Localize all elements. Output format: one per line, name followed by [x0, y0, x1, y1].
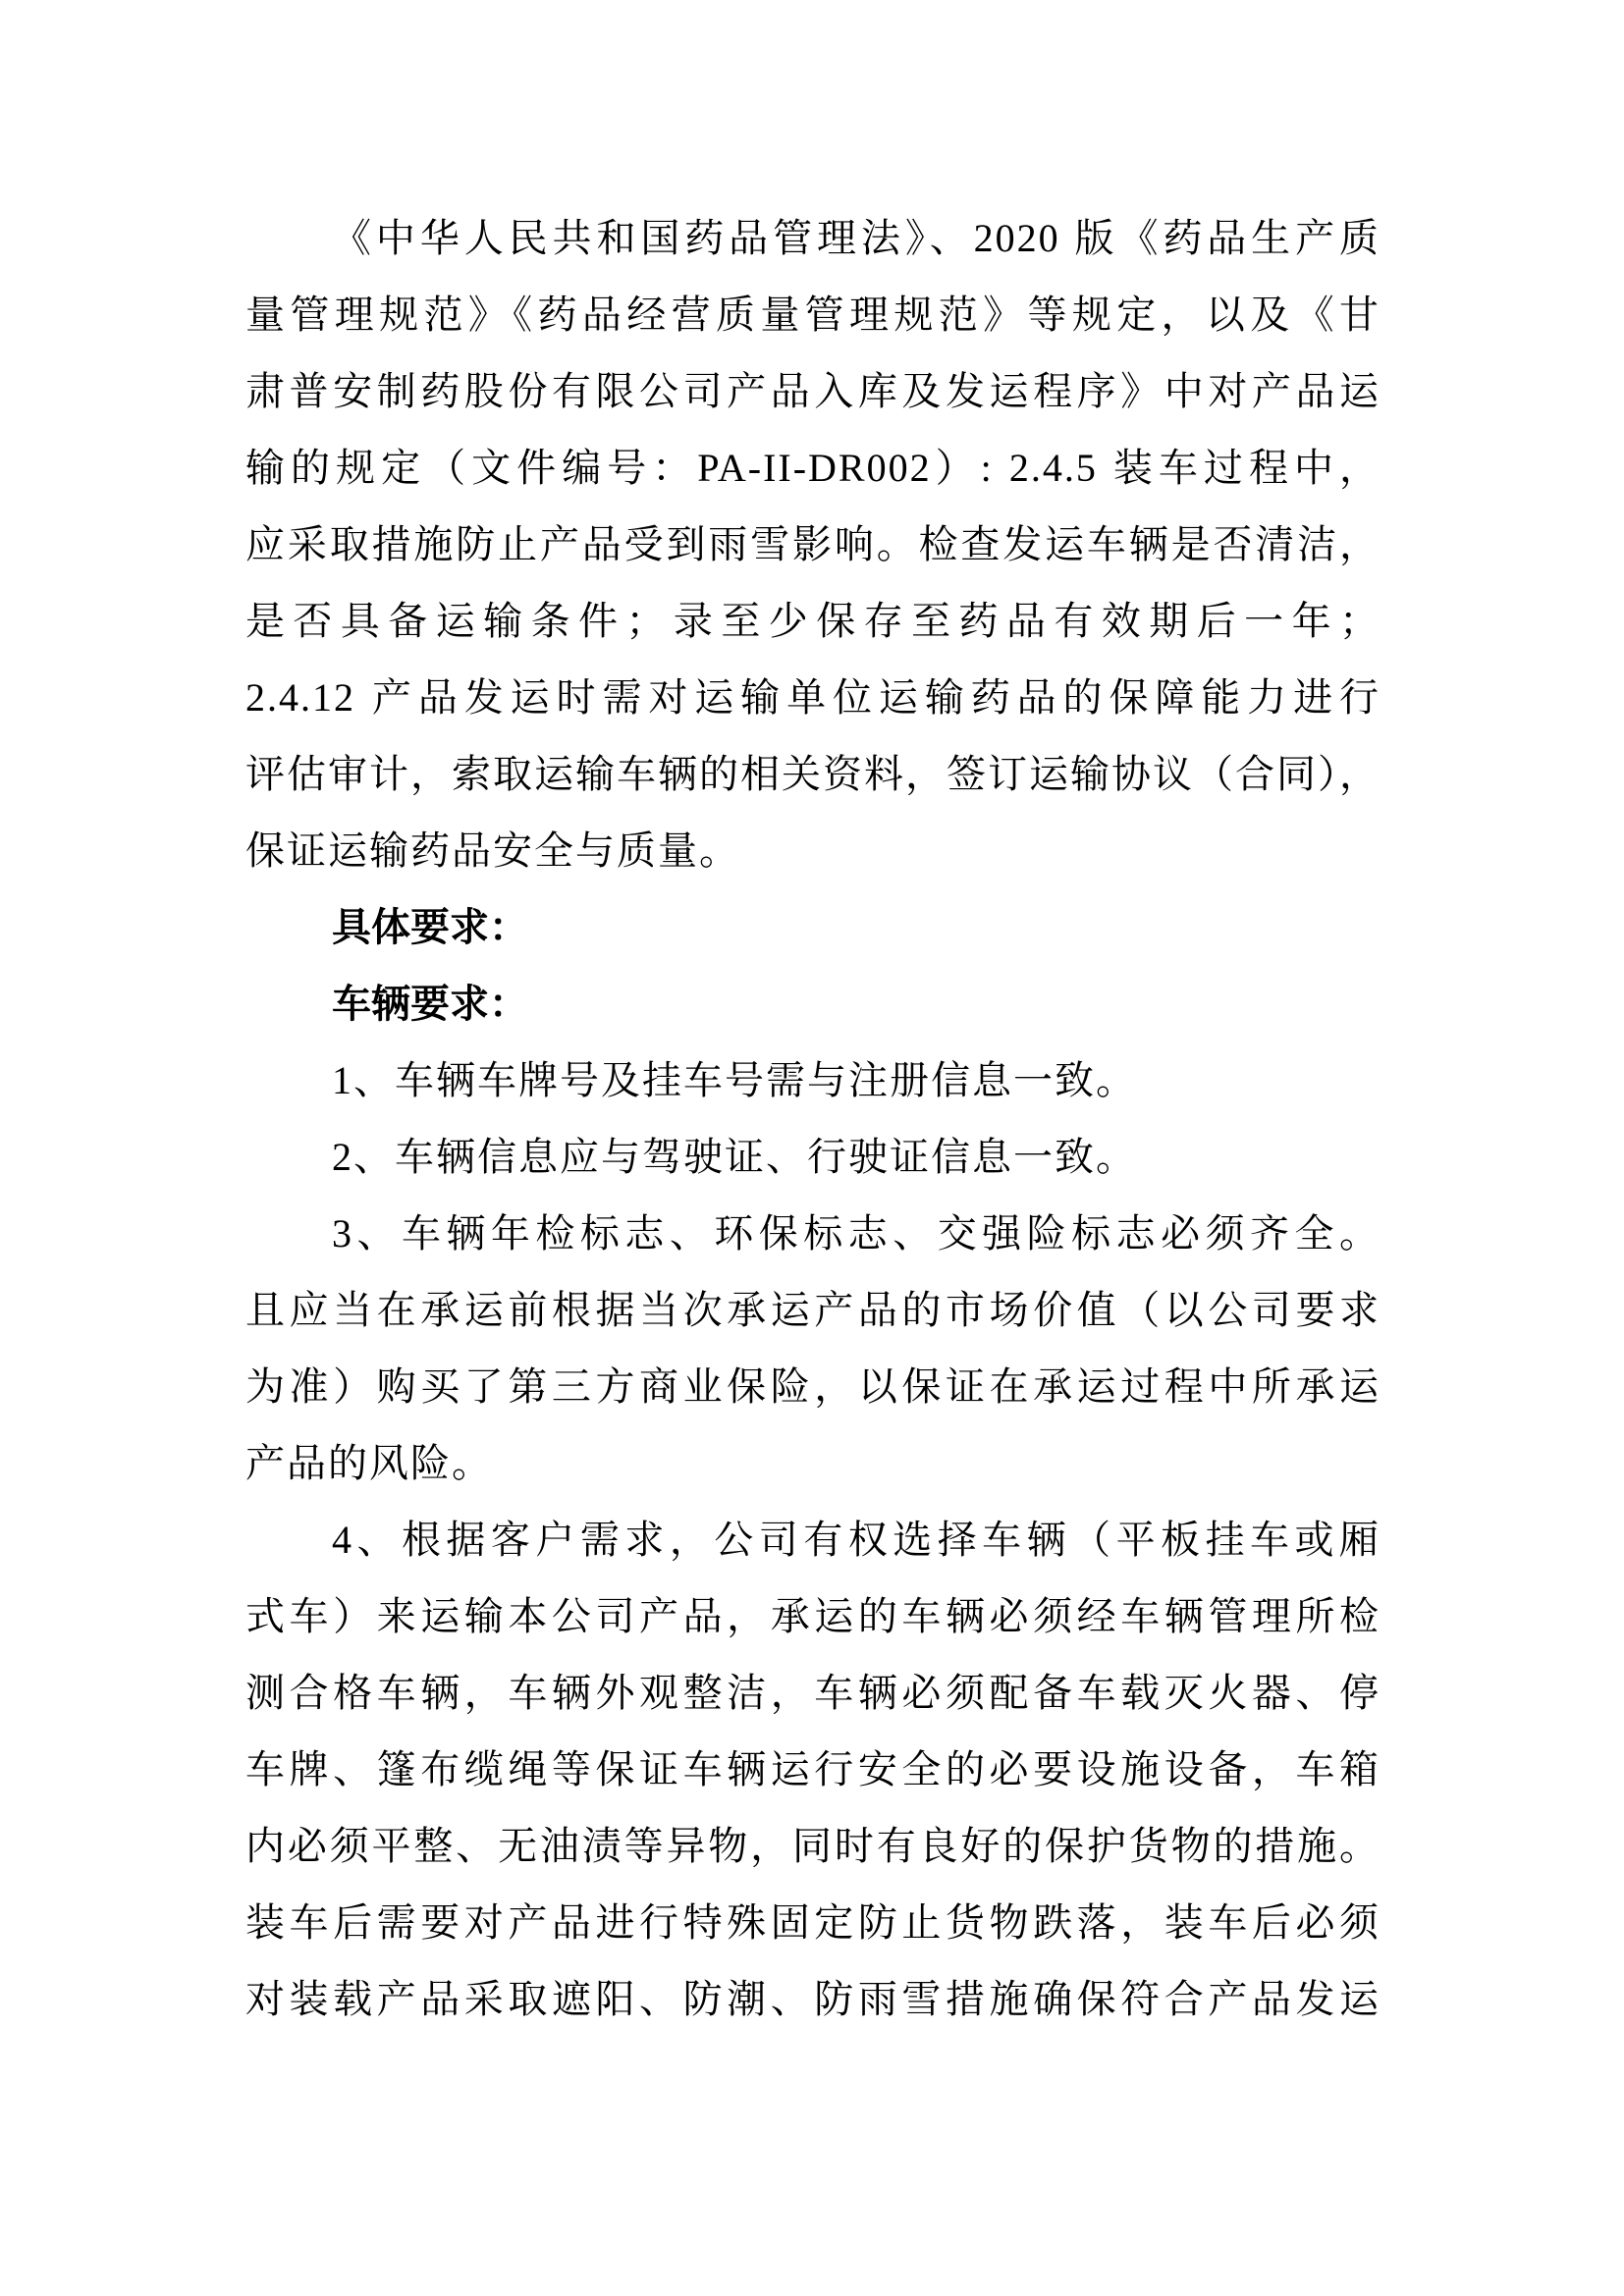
body-line: 应采取措施防止产品受到雨雪影响。检查发运车辆是否清洁， [245, 522, 1380, 566]
body-line: 对装载产品采取遮阳、防潮、防雨雪措施确保符合产品发运 [245, 1977, 1380, 2021]
heading-specific-requirements: 具体要求： [332, 905, 528, 949]
body-line: 式车）来运输本公司产品，承运的车辆必须经车辆管理所检 [245, 1594, 1380, 1638]
body-line: 《中华人民共和国药品管理法》、2020 版《药品生产质 [332, 216, 1380, 260]
body-line: 装车后需要对产品进行特殊固定防止货物跌落，装车后必须 [245, 1900, 1380, 1945]
body-line: 是否具备运输条件；录至少保存至药品有效期后一年； [245, 599, 1380, 643]
list-item-2: 2、车辆信息应与驾驶证、行驶证信息一致。 [332, 1135, 1137, 1179]
body-line: 内必须平整、无油渍等异物，同时有良好的保护货物的措施。 [245, 1824, 1380, 1868]
body-line: 产品的风险。 [245, 1441, 493, 1485]
body-line: 车牌、篷布缆绳等保证车辆运行安全的必要设施设备，车箱 [245, 1747, 1380, 1791]
list-item-3: 3、车辆年检标志、环保标志、交强险标志必须齐全。 [332, 1211, 1380, 1255]
document-body [245, 200, 1380, 2038]
body-line: 肃普安制药股份有限公司产品入库及发运程序》中对产品运 [245, 369, 1380, 413]
heading-vehicle-requirements: 车辆要求： [332, 982, 528, 1026]
body-line: 且应当在承运前根据当次承运产品的市场价值（以公司要求 [245, 1288, 1380, 1332]
body-line: 为准）购买了第三方商业保险，以保证在承运过程中所承运 [245, 1364, 1380, 1409]
body-line: 量管理规范》《药品经营质量管理规范》等规定，以及《甘 [245, 293, 1380, 337]
body-line: 测合格车辆，车辆外观整洁，车辆必须配备车载灭火器、停 [245, 1671, 1380, 1715]
body-line: 评估审计，索取运输车辆的相关资料，签订运输协议（合同）， [245, 752, 1380, 796]
body-line: 2.4.12 产品发运时需对运输单位运输药品的保障能力进行 [245, 675, 1380, 720]
body-line: 输的规定（文件编号：PA-II-DR002）: 2.4.5 装车过程中， [245, 446, 1380, 490]
list-item-1: 1、车辆车牌号及挂车号需与注册信息一致。 [332, 1058, 1137, 1102]
body-line: 保证运输药品安全与质量。 [245, 828, 740, 873]
list-item-4: 4、根据客户需求，公司有权选择车辆（平板挂车或厢 [332, 1518, 1380, 1562]
